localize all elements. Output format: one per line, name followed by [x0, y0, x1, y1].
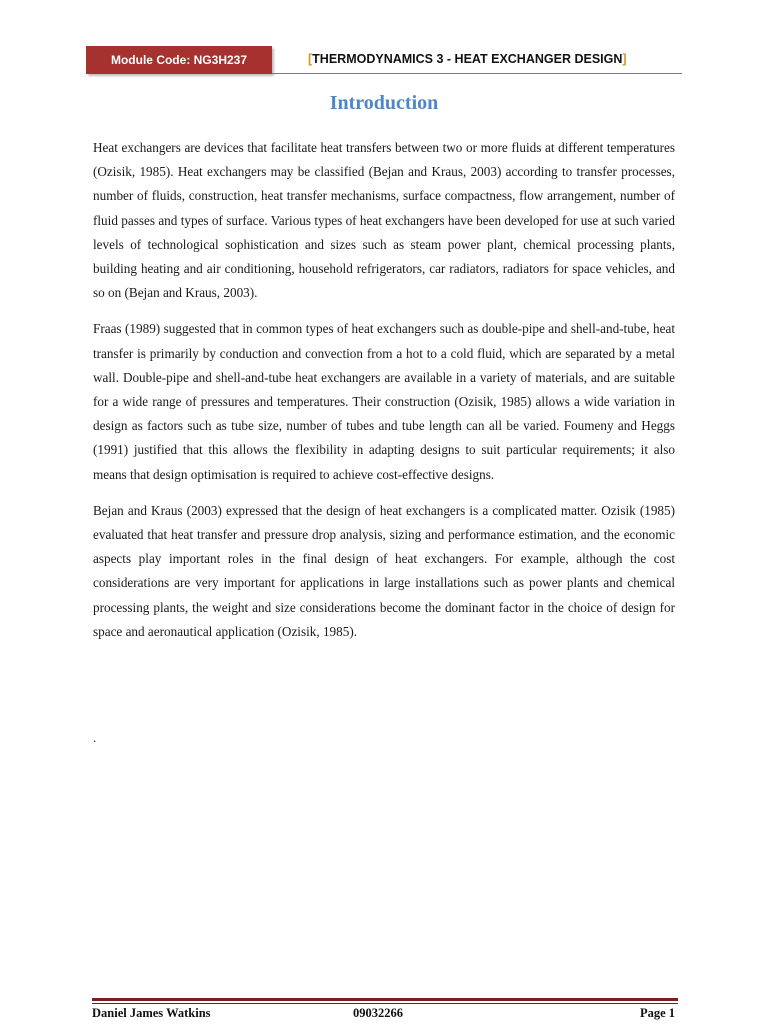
document-body — [93, 136, 675, 656]
student-id: 09032266 — [353, 1006, 403, 1020]
paragraph: Heat exchangers are devices that facilitate heat transfers between two or more fluids at different temperatures (Ozisik, 1985). Heat exchangers may be classified (Bejan and Kraus, 2003) according to transfer processes, number of fluids, construction, heat transfer mechanisms, surface compactness, flow arrangement, number of fluid passes and types of surface. Various types of heat exchangers have been developed for use at such varied levels of technological sophistication and sizes such as steam power plant, chemical processing plants, building heating and air conditioning, household refrigerators, car radiators, radiators for space vehicles, and so on (Bejan and Kraus, 2003). — [93, 140, 675, 301]
page-title: Introduction — [329, 92, 439, 114]
module-code-badge: Module Code: NG3H237 — [86, 46, 272, 74]
footer-rule-thick — [92, 998, 678, 1001]
course-title — [308, 52, 627, 66]
stray-period: . — [93, 730, 97, 745]
page-header — [86, 46, 682, 76]
footer-rule-thin — [92, 1003, 678, 1004]
paragraph: Fraas (1989) suggested that in common types of heat exchangers such as double-pipe and shell-and-tube, heat transfer is primarily by conduction and convection from a hot to a cold fluid, which are separated by a metal wall. Double-pipe and shell-and-tube heat exchangers are available in a variety of materials, and are suitable for a wide range of pressures and temperatures. Their construction (Ozisik, 1985) allows a wide variation in design as factors such as tube size, number of tubes and tube length can all be varied. Foumeny and Heggs (1991) justified that this allows the flexibility in adapting designs to suit particular requirements; it also means that design optimisation is required to achieve cost-effective designs. — [93, 321, 675, 482]
page-footer — [92, 1006, 678, 1024]
header-rule — [272, 73, 682, 74]
bracket-close: ] — [622, 52, 627, 66]
course-title-text: THERMODYNAMICS 3 - HEAT EXCHANGER DESIGN — [312, 52, 623, 66]
paragraph: Bejan and Kraus (2003) expressed that the design of heat exchangers is a complicated matter. Ozisik (1985) evaluated that heat transfer and pressure drop analysis, sizing and performance estimation, and the economic aspects play important roles in the final design of heat exchangers. For example, although the cost considerations are very important for applications in large installations such as power plants and chemical processing plants, the weight and size considerations become the dominant factor in the choice of design for space and aeronautical application (Ozisik, 1985). — [93, 502, 675, 639]
bracket-open: [ — [308, 52, 313, 66]
author-name: Daniel James Watkins — [92, 1006, 211, 1020]
page-number: Page 1 — [639, 1006, 675, 1020]
